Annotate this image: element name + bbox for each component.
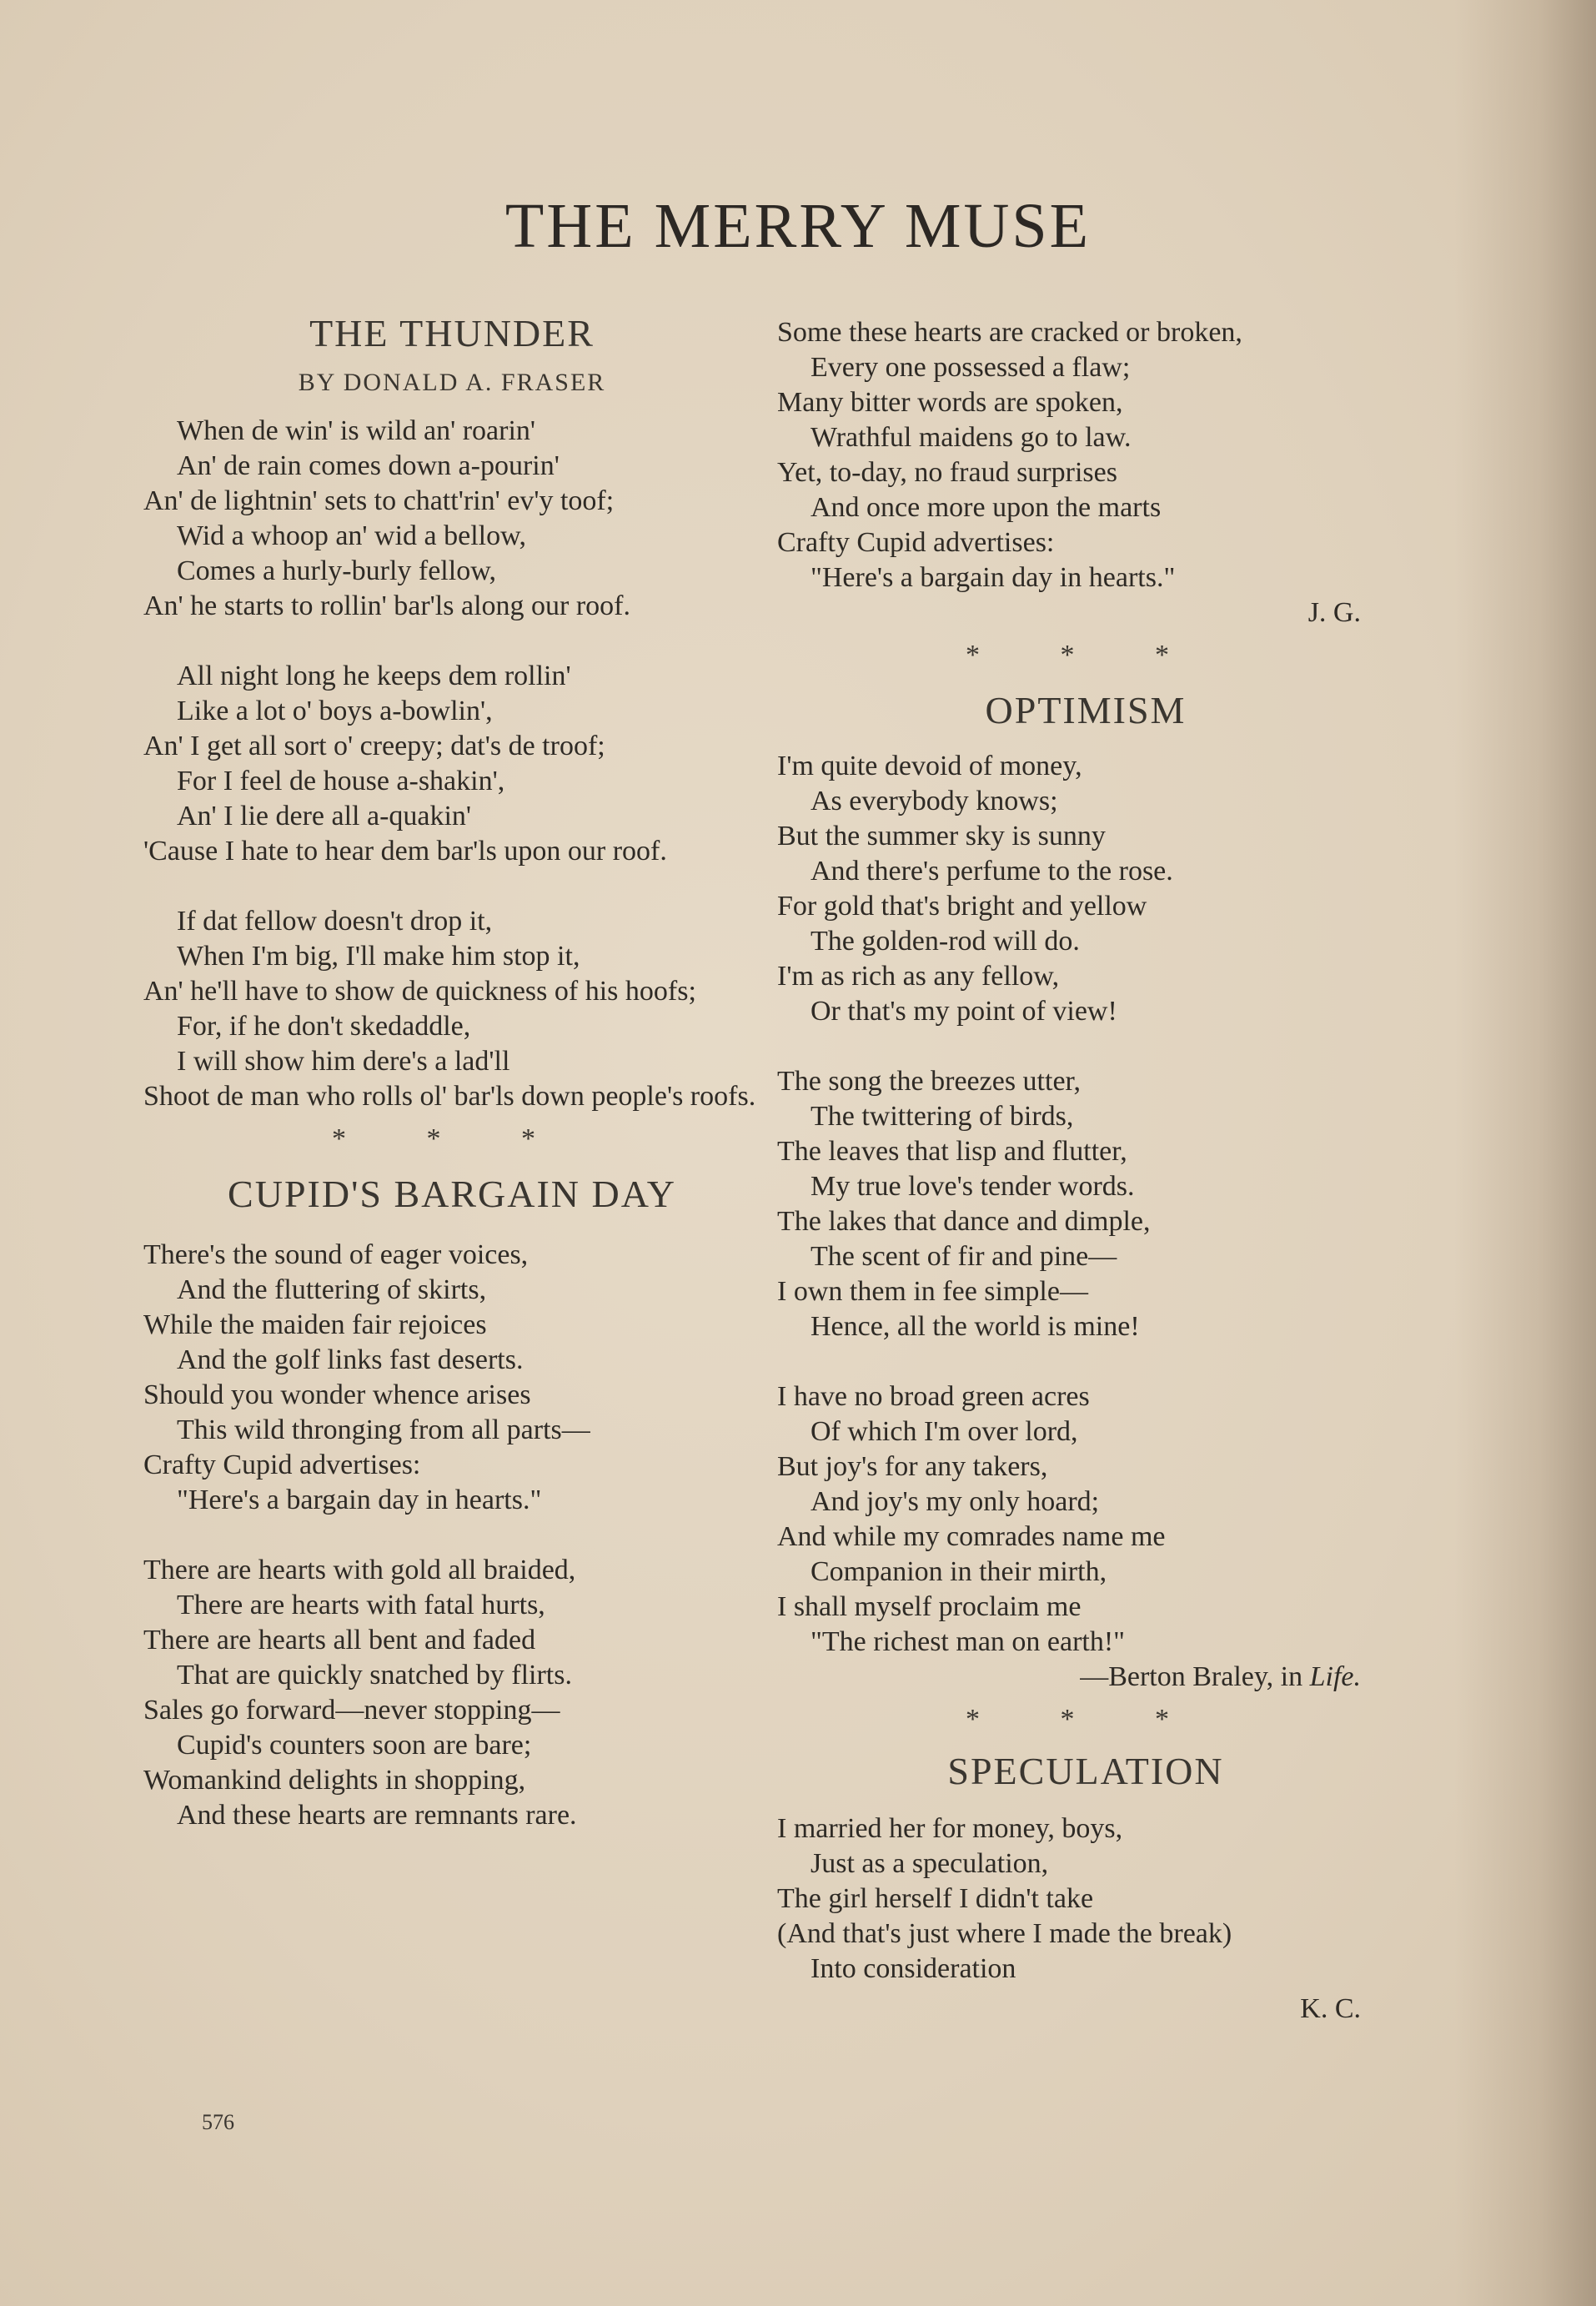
poem-line: This wild thronging from all parts— <box>177 1414 590 1445</box>
poem-stanza <box>143 659 760 869</box>
poem-line: The girl herself I didn't take <box>777 1883 1094 1914</box>
attribution-source: Life. <box>1309 1661 1361 1692</box>
poem-line: And the golf links fast deserts. <box>177 1344 524 1375</box>
poem-line: If dat fellow doesn't drop it, <box>177 906 493 937</box>
poem-line: (And that's just where I made the break) <box>777 1918 1232 1949</box>
poem-line: Of which I'm over lord, <box>811 1416 1078 1447</box>
poem-line: When I'm big, I'll make him stop it, <box>177 941 580 972</box>
poem-attribution-optimism <box>777 1660 1394 1695</box>
poem-line: The song the breezes utter, <box>777 1066 1081 1097</box>
section-divider: * * * <box>966 1704 1206 1735</box>
poem-line: Just as a speculation, <box>811 1848 1049 1879</box>
poem-line: Like a lot o' boys a-bowlin', <box>177 696 493 726</box>
poem-line: Sales go forward—never stopping— <box>143 1695 560 1726</box>
poem-line: The leaves that lisp and flutter, <box>777 1136 1127 1167</box>
poem-line: "Here's a bargain day in hearts." <box>177 1485 542 1515</box>
poem-line: And the fluttering of skirts, <box>177 1274 487 1305</box>
poem-line: An' he starts to rollin' bar'ls along our roof. <box>143 590 630 621</box>
poem-line: Wrathful maidens go to law. <box>811 422 1132 453</box>
poem-line: And while my comrades name me <box>777 1521 1166 1552</box>
poem-line: The golden-rod will do. <box>811 926 1080 957</box>
poem-line: Wid a whoop an' wid a bellow, <box>177 520 526 551</box>
poem-line: Yet, to-day, no fraud surprises <box>777 457 1117 488</box>
poem-line: And once more upon the marts <box>811 492 1162 523</box>
poem-line: For gold that's bright and yellow <box>777 891 1147 922</box>
poem-line: My true love's tender words. <box>811 1171 1135 1202</box>
poem-line: Shoot de man who rolls ol' bar'ls down people's roofs. <box>143 1081 756 1112</box>
poem-line: Some these hearts are cracked or broken, <box>777 317 1242 348</box>
poem-title-speculation: SPECULATION <box>947 1750 1224 1792</box>
poem-line: And there's perfume to the rose. <box>811 856 1173 887</box>
poem-line: And these hearts are remnants rare. <box>177 1800 577 1831</box>
poem-line: An' de rain comes down a-pourin' <box>177 450 560 481</box>
section-divider: * * * <box>332 1123 572 1154</box>
poem-signature-speculation: K. C. <box>1300 1993 1361 2024</box>
poem-line: For, if he don't skedaddle, <box>177 1011 471 1042</box>
poem-line: "Here's a bargain day in hearts." <box>811 562 1176 593</box>
poem-line: An' I get all sort o' creepy; dat's de troof; <box>143 731 605 761</box>
poem-line: I have no broad green acres <box>777 1381 1090 1412</box>
right-column <box>777 315 1394 2027</box>
poem-title-thunder: THE THUNDER <box>309 312 595 354</box>
poem-stanza <box>143 1238 760 1518</box>
page-spine-shadow <box>1454 0 1596 2306</box>
poem-line: And joy's my only hoard; <box>811 1486 1100 1517</box>
poem-line: That are quickly snatched by flirts. <box>177 1660 572 1691</box>
poem-line: I shall myself proclaim me <box>777 1591 1082 1622</box>
poem-line: Should you wonder whence arises <box>143 1379 531 1410</box>
poem-line: Womankind delights in shopping, <box>143 1765 526 1796</box>
poem-line: The lakes that dance and dimple, <box>777 1206 1151 1237</box>
poem-line: For I feel de house a-shakin', <box>177 766 505 796</box>
page-number: 576 <box>202 2110 234 2134</box>
poem-line: Into consideration <box>811 1953 1016 1984</box>
poem-line: Hence, all the world is mine! <box>811 1311 1140 1342</box>
poem-stanza <box>143 414 760 624</box>
poem-line: I married her for money, boys, <box>777 1813 1123 1844</box>
poem-stanza <box>777 749 1394 1029</box>
poem-line: But joy's for any takers, <box>777 1451 1048 1482</box>
left-column <box>143 309 760 1833</box>
poem-line: Every one possessed a flaw; <box>811 352 1131 383</box>
poem-line: There are hearts all bent and faded <box>143 1625 536 1655</box>
poem-line: Many bitter words are spoken, <box>777 387 1123 418</box>
poem-line: There's the sound of eager voices, <box>143 1239 529 1270</box>
poem-line: "The richest man on earth!" <box>811 1626 1126 1657</box>
poem-title-optimism: OPTIMISM <box>985 689 1187 731</box>
poem-line: Crafty Cupid advertises: <box>143 1449 421 1480</box>
poem-line: 'Cause I hate to hear dem bar'ls upon our roof. <box>143 836 667 867</box>
poem-line: Crafty Cupid advertises: <box>777 527 1055 558</box>
poem-line: An' I lie dere all a-quakin' <box>177 801 472 831</box>
poem-stanza <box>777 1064 1394 1344</box>
poem-line: I'm quite devoid of money, <box>777 751 1082 781</box>
poem-line: As everybody knows; <box>811 786 1058 816</box>
poem-line: An' he'll have to show de quickness of his hoofs; <box>143 976 696 1007</box>
poem-line: The twittering of birds, <box>811 1101 1074 1132</box>
section-divider: * * * <box>966 640 1206 671</box>
poem-line: All night long he keeps dem rollin' <box>177 661 571 691</box>
poem-byline-thunder: BY DONALD A. FRASER <box>298 369 606 396</box>
poem-stanza <box>777 315 1394 595</box>
poem-signature-cupid: J. G. <box>1307 597 1361 628</box>
poem-line: Cupid's counters soon are bare; <box>177 1730 532 1761</box>
poem-line: Or that's my point of view! <box>811 996 1117 1027</box>
poem-line: I'm as rich as any fellow, <box>777 961 1060 992</box>
poem-line: The scent of fir and pine— <box>811 1241 1117 1272</box>
poem-line: But the summer sky is sunny <box>777 821 1106 852</box>
page-masthead: THE MERRY MUSE <box>504 191 1092 261</box>
poem-line: There are hearts with fatal hurts, <box>177 1590 545 1620</box>
poem-line: While the maiden fair rejoices <box>143 1309 487 1340</box>
poem-line: I own them in fee simple— <box>777 1276 1088 1307</box>
poem-stanza <box>777 1811 1394 1987</box>
poem-line: When de win' is wild an' roarin' <box>177 415 536 446</box>
poem-stanza <box>143 904 760 1114</box>
poem-line: Companion in their mirth, <box>811 1556 1107 1587</box>
poem-line: Comes a hurly-burly fellow, <box>177 555 497 586</box>
poem-line: An' de lightnin' sets to chatt'rin' ev'y toof; <box>143 485 615 516</box>
poem-title-cupid: CUPID'S BARGAIN DAY <box>228 1173 676 1215</box>
poem-stanza <box>143 1553 760 1833</box>
poem-line: There are hearts with gold all braided, <box>143 1555 576 1585</box>
attribution-author: —Berton Braley, in <box>1080 1661 1310 1692</box>
poem-line: I will show him dere's a lad'll <box>177 1046 510 1077</box>
poem-stanza <box>777 1379 1394 1660</box>
